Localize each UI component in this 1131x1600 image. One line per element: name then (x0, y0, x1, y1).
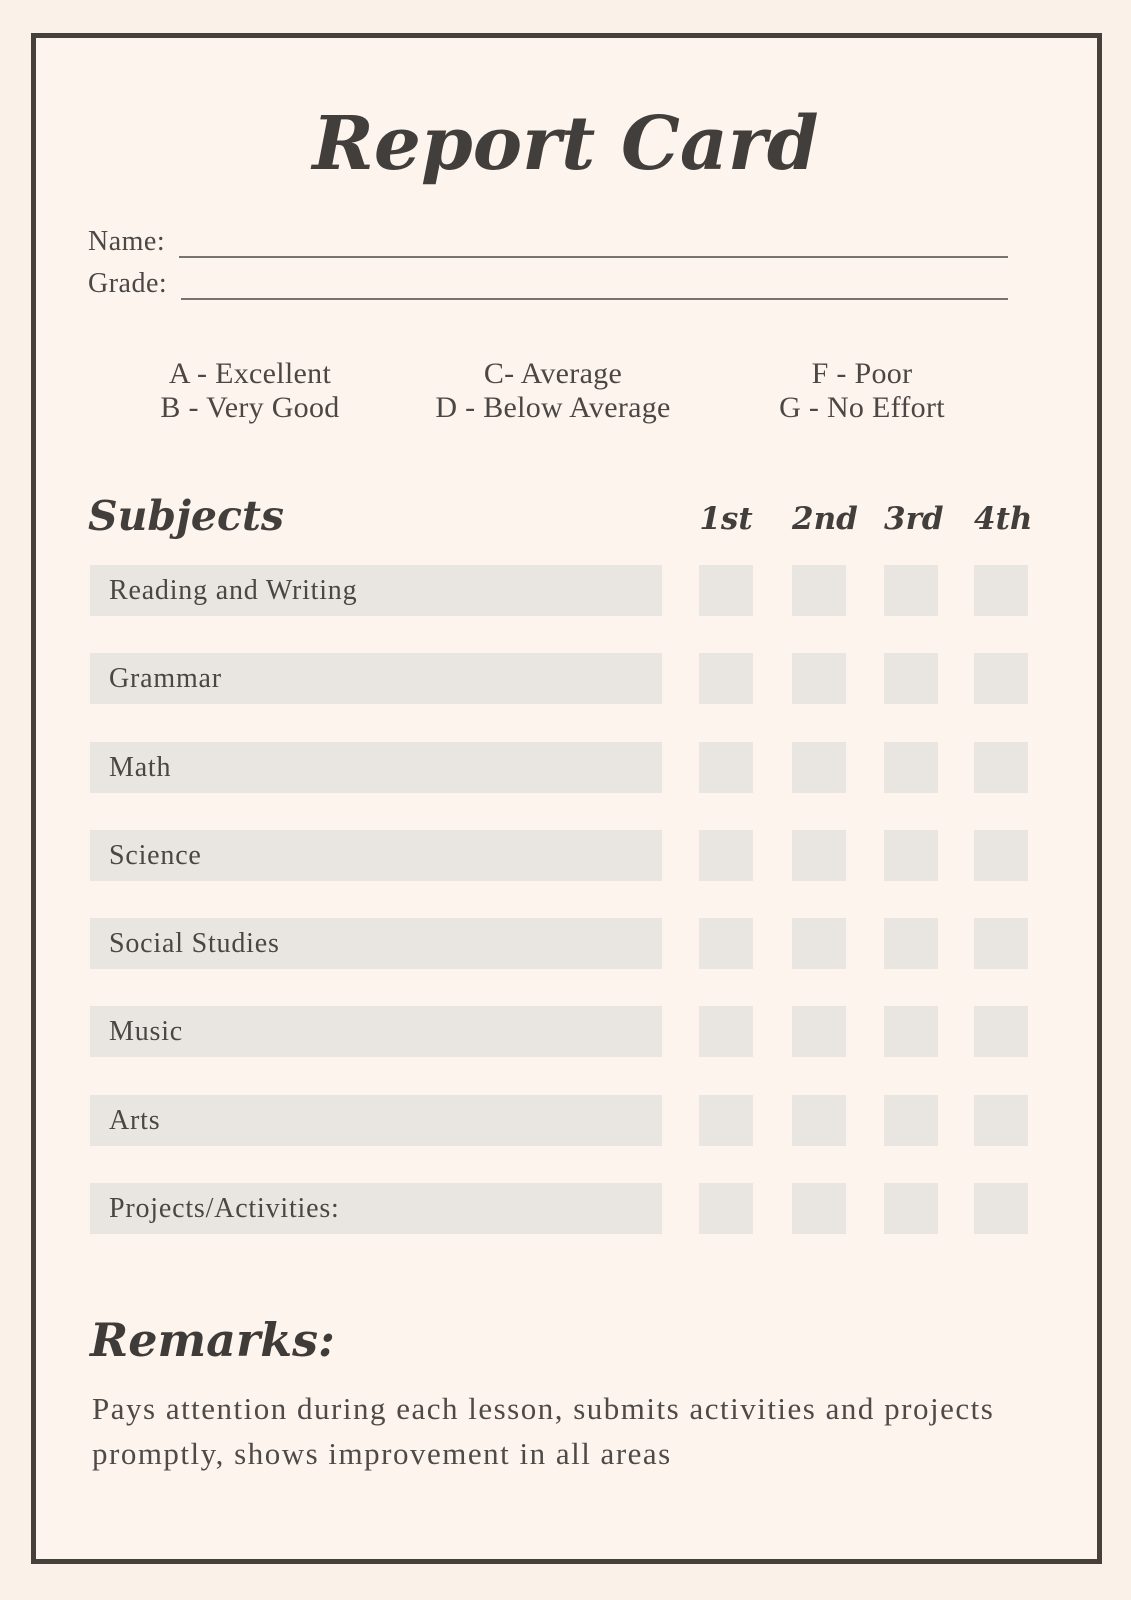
subject-label-projects-activities: Projects/Activities: (90, 1183, 662, 1234)
grade-label: Grade: (88, 268, 168, 299)
grade-cell[interactable] (974, 1095, 1028, 1146)
grade-cell[interactable] (699, 1006, 753, 1057)
key-line-b: B - Very Good (160, 391, 340, 424)
column-header-1st: 1st (699, 501, 753, 537)
subject-label-math: Math (90, 742, 662, 793)
grade-cell[interactable] (792, 653, 846, 704)
subject-label-arts: Arts (90, 1095, 662, 1146)
subjects-heading: Subjects (88, 492, 284, 540)
key-line-g: G - No Effort (779, 391, 945, 424)
key-line-c: C- Average (483, 357, 623, 390)
table-row (0, 918, 1131, 969)
grade-cell[interactable] (792, 742, 846, 793)
grade-field-row (88, 266, 1008, 300)
grade-cell[interactable] (792, 1183, 846, 1234)
grade-cell[interactable] (699, 1095, 753, 1146)
grade-cell[interactable] (792, 1095, 846, 1146)
grade-cell[interactable] (792, 918, 846, 969)
table-row (0, 1095, 1131, 1146)
grade-cell[interactable] (792, 830, 846, 881)
grade-cell[interactable] (884, 1183, 938, 1234)
grade-cell[interactable] (699, 565, 753, 616)
grade-cell[interactable] (699, 918, 753, 969)
name-field-row (88, 224, 1008, 258)
name-label: Name: (88, 226, 166, 257)
column-header-3rd: 3rd (884, 501, 944, 537)
grade-cell[interactable] (974, 1006, 1028, 1057)
table-row (0, 742, 1131, 793)
key-line-f: F - Poor (811, 357, 913, 390)
subject-label-grammar: Grammar (90, 653, 662, 704)
grade-cell[interactable] (974, 653, 1028, 704)
key-line-a: A - Excellent (168, 357, 332, 390)
subject-label-science: Science (90, 830, 662, 881)
grade-input-line[interactable] (181, 268, 1008, 300)
remarks-heading: Remarks: (90, 1313, 335, 1367)
subject-label-music: Music (90, 1006, 662, 1057)
grade-cell[interactable] (699, 653, 753, 704)
grade-cell[interactable] (792, 1006, 846, 1057)
page-title: Report Card (312, 101, 819, 187)
grade-cell[interactable] (974, 918, 1028, 969)
table-row (0, 565, 1131, 616)
name-input-line[interactable] (179, 226, 1008, 258)
grade-cell[interactable] (884, 1095, 938, 1146)
grade-cell[interactable] (974, 565, 1028, 616)
grade-cell[interactable] (884, 1006, 938, 1057)
grade-cell[interactable] (699, 742, 753, 793)
remarks-text: Pays attention during each lesson, submits activities and projects promptly, shows improvement in all areas (92, 1391, 995, 1471)
grade-cell[interactable] (974, 742, 1028, 793)
grade-cell[interactable] (699, 830, 753, 881)
grade-cell[interactable] (974, 830, 1028, 881)
grade-cell[interactable] (792, 565, 846, 616)
table-row (0, 830, 1131, 881)
grading-key-column-cd (435, 357, 670, 425)
key-line-d: D - Below Average (435, 391, 671, 424)
grade-cell[interactable] (884, 565, 938, 616)
grade-cell[interactable] (884, 742, 938, 793)
table-row (0, 1183, 1131, 1234)
grade-cell[interactable] (974, 1183, 1028, 1234)
table-row (0, 1006, 1131, 1057)
grade-cell[interactable] (699, 1183, 753, 1234)
grade-cell[interactable] (884, 830, 938, 881)
grade-cell[interactable] (884, 653, 938, 704)
subject-label-social-studies: Social Studies (90, 918, 662, 969)
table-row (0, 653, 1131, 704)
grade-cell[interactable] (884, 918, 938, 969)
column-header-2nd: 2nd (792, 501, 858, 537)
grading-key-column-ab (160, 357, 339, 425)
grading-key-column-fg (779, 357, 945, 425)
subject-label-reading-and-writing: Reading and Writing (90, 565, 662, 616)
column-header-4th: 4th (974, 501, 1033, 537)
